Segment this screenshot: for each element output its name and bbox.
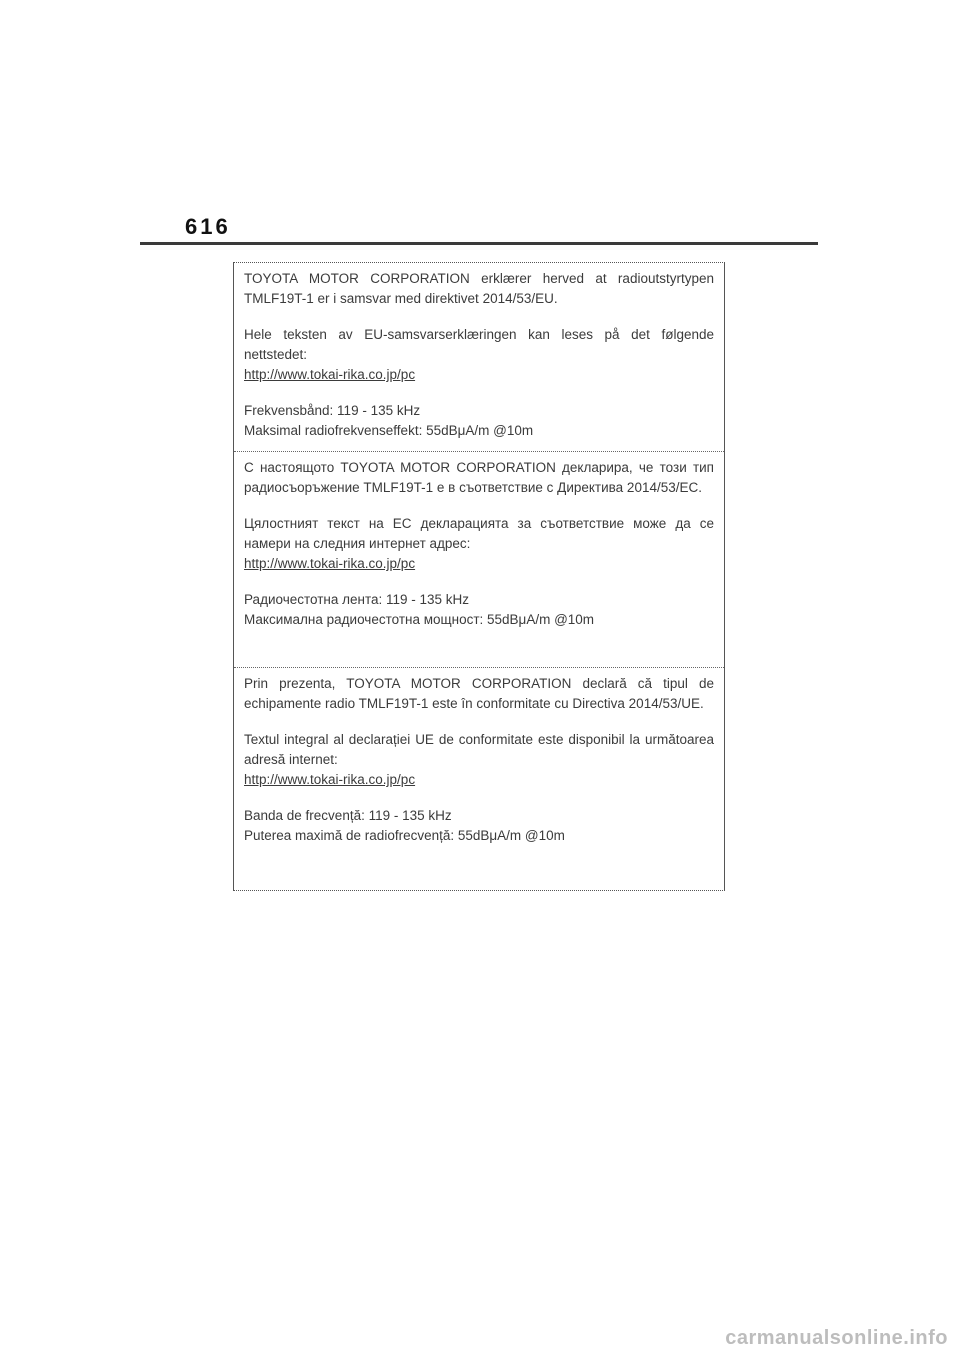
full-text-note: Цялостният текст на ЕС декларацията за съответствие може да се намери на следния интернет адрес:	[244, 516, 714, 551]
frequency-band: Радиочестотна лента: 119 - 135 kHz	[244, 592, 470, 607]
declaration-statement: Prin prezenta, TOYOTA MOTOR CORPORATION declară că tipul de echipamente radio TMLF19T-1 este în conformitate cu Directiva 2014/53/UE.	[244, 676, 714, 711]
page-number: 616	[185, 214, 231, 239]
declaration-statement: TOYOTA MOTOR CORPORATION erklærer herved at radioutstyrtypen TMLF19T-1 er i samsvar med direktivet 2014/53/EU.	[244, 271, 714, 306]
declaration-link[interactable]: http://www.tokai-rika.co.jp/pc	[244, 556, 416, 571]
declaration-link[interactable]: http://www.tokai-rika.co.jp/pc	[244, 367, 416, 382]
max-power: Maksimal radiofrekvenseffekt: 55dBμA/m @10m	[244, 423, 534, 438]
max-power: Максимална радиочестотна мощност: 55dBμA/m @10m	[244, 612, 595, 627]
full-text-note: Textul integral al declarației UE de conformitate este disponibil la următoarea adresă internet:	[244, 732, 714, 767]
declaration-box	[233, 262, 725, 891]
declaration-section-danish-norwegian	[234, 263, 724, 451]
frequency-band: Banda de frecvență: 119 - 135 kHz	[244, 808, 452, 823]
full-text-note: Hele teksten av EU-samsvarserklæringen kan leses på det følgende nettstedet:	[244, 327, 714, 362]
max-power: Puterea maximă de radiofrecvență: 55dBμA/m @10m	[244, 828, 565, 843]
declaration-statement: С настоящото TOYOTA MOTOR CORPORATION декларира, че този тип радиосъоръжение TMLF19T-1 е в съответствие с Директива 2014/53/ЕС.	[244, 460, 714, 495]
declaration-section-bulgarian	[234, 451, 724, 667]
declaration-section-romanian	[234, 667, 724, 890]
frequency-band: Frekvensbånd: 119 - 135 kHz	[244, 403, 421, 418]
watermark: carmanualsonline.info	[725, 1327, 948, 1349]
declaration-link[interactable]: http://www.tokai-rika.co.jp/pc	[244, 772, 416, 787]
header-rule	[140, 242, 818, 245]
